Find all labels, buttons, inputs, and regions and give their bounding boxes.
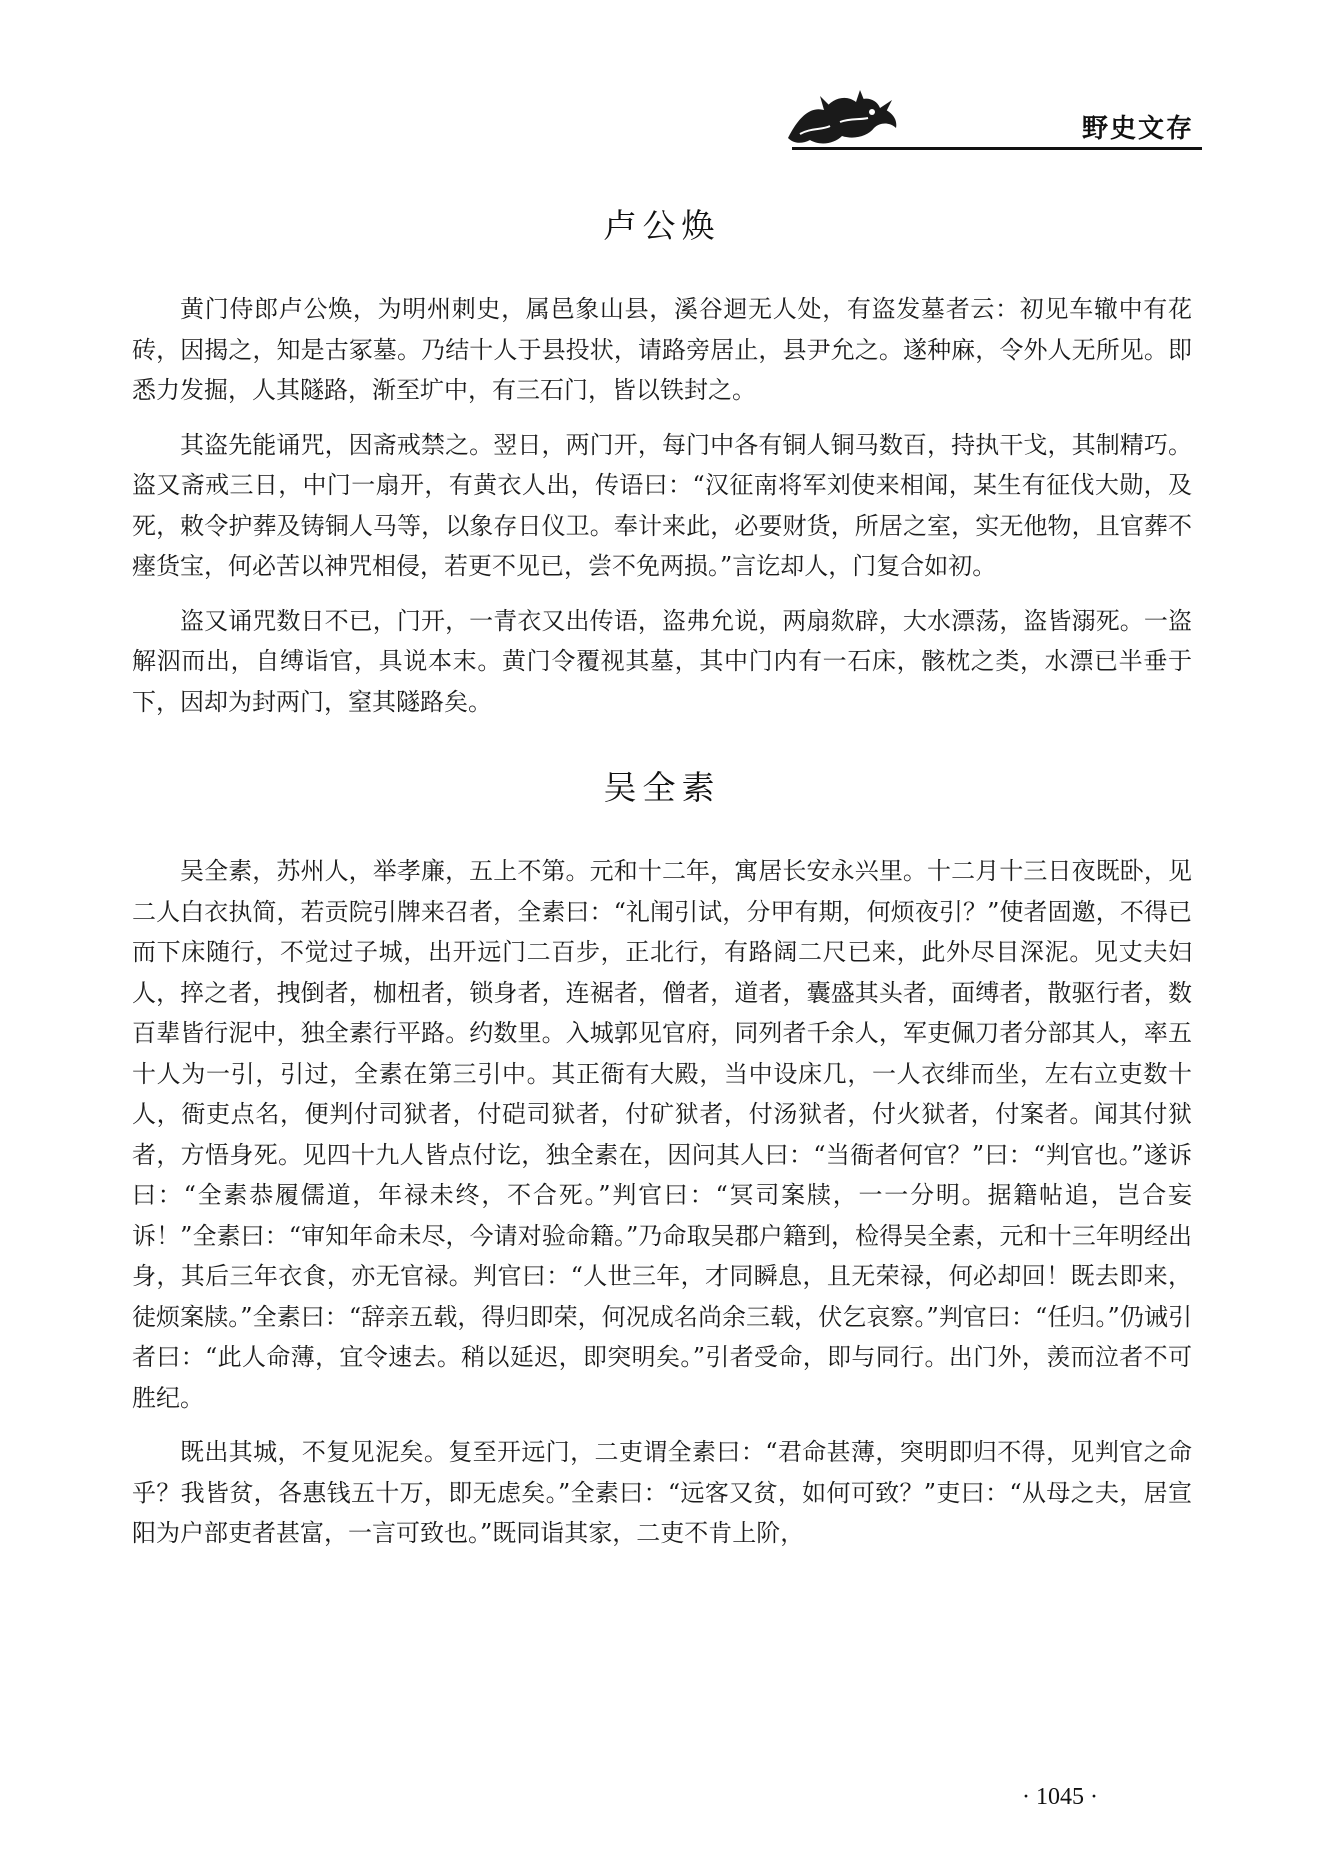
paragraph: 黄门侍郎卢公焕，为明州刺史，属邑象山县，溪谷迴无人处，有盗发墓者云：初见车辙中有花砖，因揭之，知是古冢墓。乃结十人于县投状，请路旁居止，县尹允之。遂种麻，令外人无所见。即悉力发掘，人其隧路，渐至圹中，有三石门，皆以铁封之。 <box>132 295 1192 404</box>
paragraph: 盗又诵咒数日不已，门开，一青衣又出传语，盗弗允说，两扇欻辟，大水漂荡，盗皆溺死。一盗解泅而出，自缚诣官，具说本末。黄门令覆视其墓，其中门内有一石床，骸枕之类，水漂已半垂于下，因却为封两门，窒其隧路矣。 <box>132 606 1192 716</box>
paragraph: 其盗先能诵咒，因斋戒禁之。翌日，两门开，每门中各有铜人铜马数百，持执干戈，其制精巧。盗又斋戒三日，中门一扇开，有黄衣人出，传语曰：“汉征南将军刘使来相闻，某生有征伐大勋，及死，敕令护葬及铸铜人马等，以象存日仪卫。奉计来此，必要财货，所居之室，实无他物，且官葬不瘗货宝，何必苦以神咒相侵，若更不见已，尝不免两损。”言讫却人，门复合如初。 <box>132 430 1192 580</box>
paragraph: 吴全素，苏州人，举孝廉，五上不第。元和十二年，寓居长安永兴里。十二月十三日夜既卧，见二人白衣执简，若贡院引牌来召者，全素曰：“礼闱引试，分甲有期，何烦夜引？”使者固邀，不得已而下床随行，不觉过子城，出开远门二百步，正北行，有路阔二尺已来，此外尽目深泥。见丈夫妇人，捽之者，拽倒者，枷杻者，锁身者，连裾者，僧者，道者，囊盛其头者，面缚者，散驱行者，数百辈皆行泥中，独全素行平路。约数里。入城郭见官府，同列者千余人，军吏佩刀者分部其人，率五十人为一引，引过，全素在第三引中。其正衙有大殿，当中设床几，一人衣绯而坐，左右立吏数十人，衙吏点名，便判付司狱者，付硙司狱者，付矿狱者，付汤狱者，付火狱者，付案者。闻其付狱者，方悟身死。见四十九人皆点付讫，独全素在，因问其人曰：“当衙者何官？”曰：“判官也。”遂诉曰：“全素恭履儒道，年禄未终，不合死。”判官曰：“冥司案牍，一一分明。据籍帖追，岂合妄诉！”全素曰：“审知年命未尽，今请对验命籍。”乃命取吴郡户籍到，检得吴全素，元和十三年明经出身，其后三年衣食，亦无官禄。判官曰：“人世三年，才同瞬息，且无荣禄，何必却回！既去即来，徒烦案牍。”全素曰：“辞亲五载，得归即荣，何况成名尚余三载，伏乞哀察。”判官曰：“任归。”仍诫引者曰：“此人命薄，宜令速去。稍以延迟，即突明矣。”引者受命，即与同行。出门外，羡而泣者不可胜纪。 <box>132 857 1192 1412</box>
running-title: 野史文存 <box>1081 114 1194 144</box>
running-header <box>0 0 1322 150</box>
section-title: 吴全素 <box>603 768 721 807</box>
dragon-icon <box>780 88 910 150</box>
header-rule <box>792 147 1202 150</box>
section-title: 卢公焕 <box>603 206 721 245</box>
page-content <box>132 200 1192 1568</box>
paragraph: 既出其城，不复见泥矣。复至开远门，二吏谓全素曰：“君命甚薄，突明即归不得，见判官之命乎？我皆贫，各惠钱五十万，即无虑矣。”全素曰：“远客又贫，如何可致？”吏曰：“从母之夫，居宣阳为户部吏者甚富，一言可致也。”既同诣其家，二吏不肯上阶， <box>132 1438 1192 1547</box>
page-number: · 1045 · <box>1022 1784 1098 1810</box>
